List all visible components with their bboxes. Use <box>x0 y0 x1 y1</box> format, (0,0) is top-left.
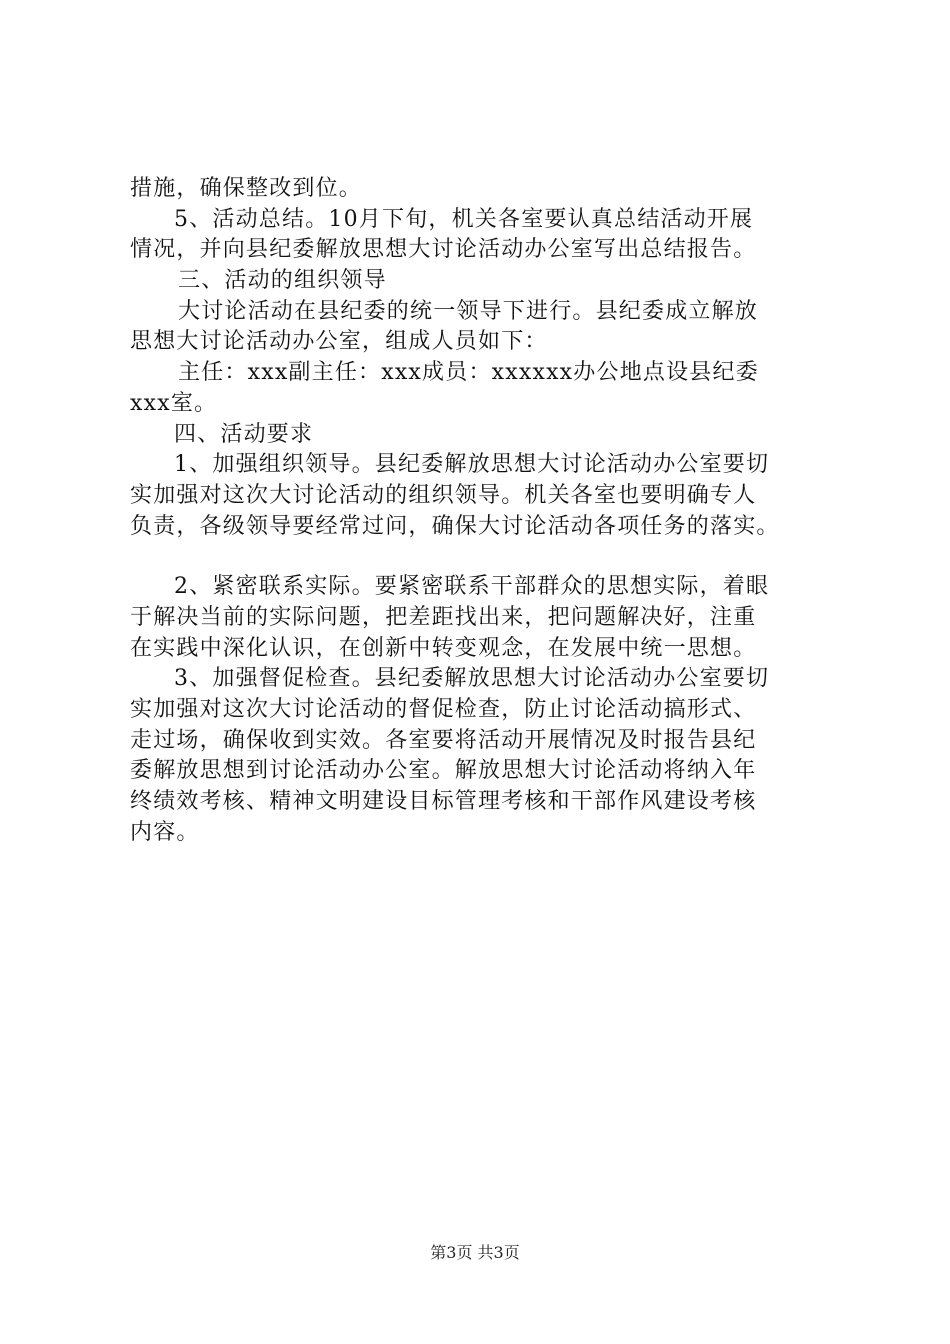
paragraph-gap <box>130 542 830 572</box>
text-line: 走过场，确保收到实效。各室要将活动开展情况及时报告县纪 <box>130 727 757 753</box>
text-line: 2、紧密联系实际。要紧密联系干部群众的思想实际，着眼 <box>174 574 770 600</box>
section-heading: 四、活动要求 <box>174 421 314 447</box>
text-line: 内容。 <box>130 819 200 845</box>
text-line: 负责，各级领导要经常过问，确保大讨论活动各项任务的落实。 <box>130 513 780 539</box>
text-line: 5、活动总结。10月下旬，机关各室要认真总结活动开展 <box>174 206 754 232</box>
text-line: 实加强对这次大讨论活动的组织领导。机关各室也要明确专人 <box>130 482 757 508</box>
text-line: 在实践中深化认识，在创新中转变观念，在发展中统一思想。 <box>130 635 757 661</box>
page-footer <box>0 1243 950 1263</box>
text-line: 主任：xxx副主任：xxx成员：xxxxxx办公地点设县纪委 <box>178 360 759 386</box>
text-line: xxx室。 <box>130 390 218 416</box>
document-body <box>130 174 830 848</box>
page-number: 第3页 共3页 <box>430 1243 520 1262</box>
section-heading: 三、活动的组织领导 <box>178 268 387 294</box>
text-line: 终绩效考核、精神文明建设目标管理考核和干部作风建设考核 <box>130 789 757 815</box>
text-line: 实加强对这次大讨论活动的督促检查，防止讨论活动搞形式、 <box>130 697 757 722</box>
text-line: 大讨论活动在县纪委的统一领导下进行。县纪委成立解放 <box>178 298 759 324</box>
text-line: 1、加强组织领导。县纪委解放思想大讨论活动办公室要切 <box>174 452 770 478</box>
text-line: 委解放思想到讨论活动办公室。解放思想大讨论活动将纳入年 <box>130 758 757 784</box>
text-line: 情况，并向县纪委解放思想大讨论活动办公室写出总结报告。 <box>130 237 757 263</box>
text-line: 3、加强督促检查。县纪委解放思想大讨论活动办公室要切 <box>174 666 770 692</box>
text-line: 措施，确保整改到位。 <box>130 176 363 201</box>
text-line: 思想大讨论活动办公室，组成人员如下： <box>130 329 548 355</box>
text-line: 于解决当前的实际问题，把差距找出来，把问题解决好，注重 <box>130 604 757 630</box>
